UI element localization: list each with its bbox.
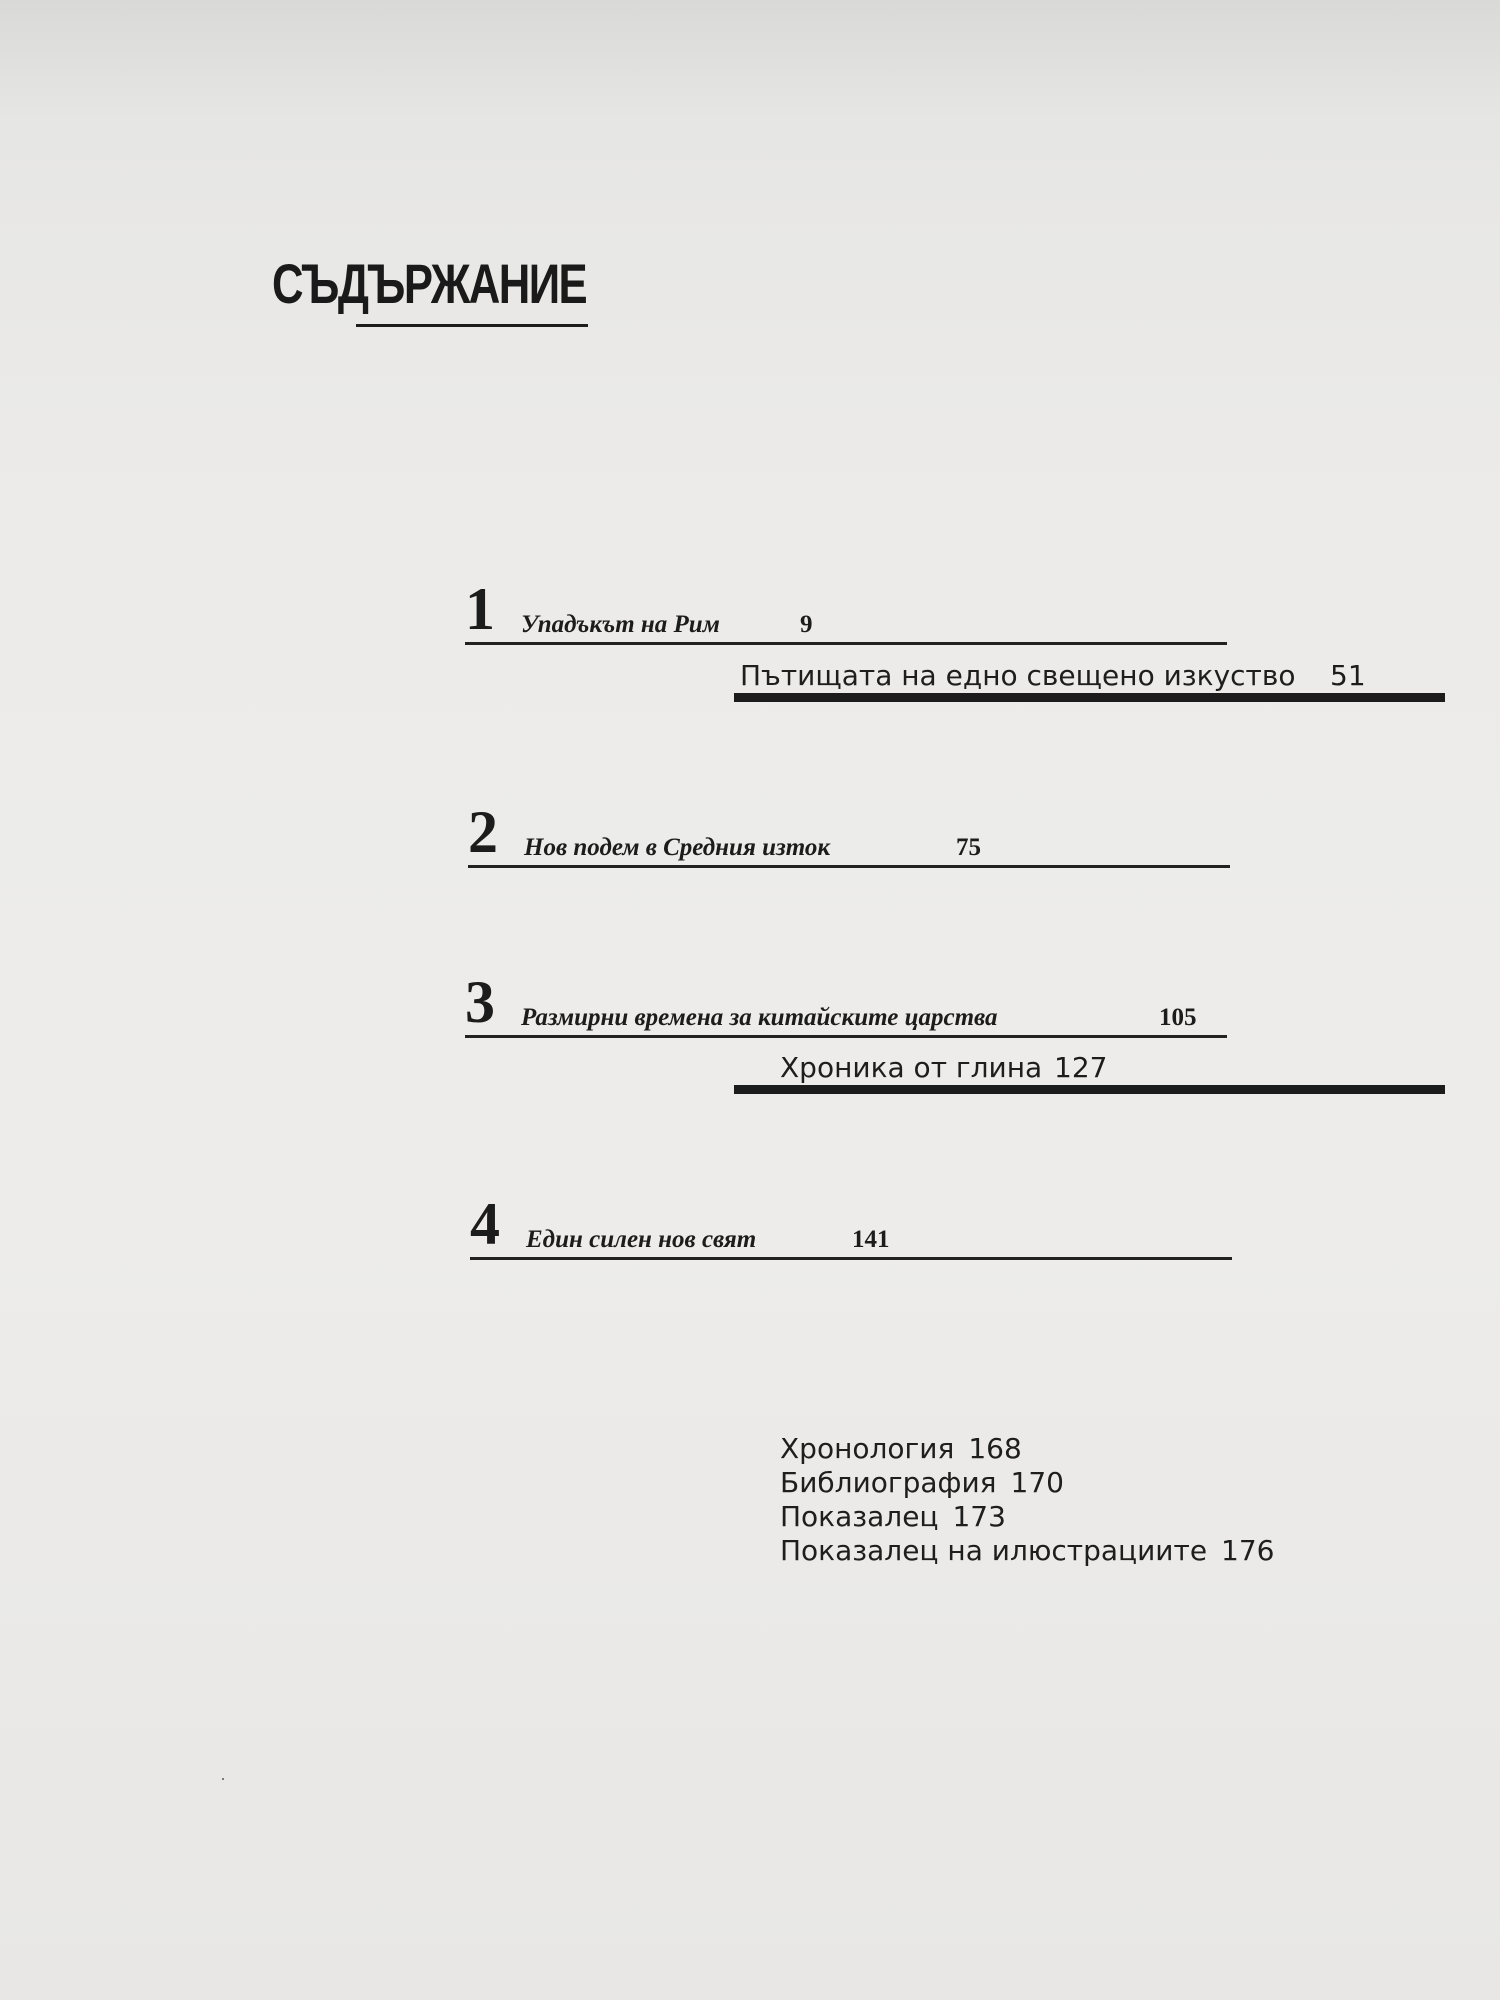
chapter-title: Нов подем в Средния изток xyxy=(524,834,831,861)
section-rule xyxy=(734,1085,1445,1094)
back-matter-item[interactable] xyxy=(780,1500,1275,1534)
chapter-number: 4 xyxy=(470,1191,500,1257)
toc-section-1[interactable] xyxy=(734,652,1445,702)
chapter-number: 3 xyxy=(465,969,495,1035)
chapter-title: Един силен нов свят xyxy=(526,1226,757,1253)
back-matter-title: Показалец на илюстрациите xyxy=(780,1534,1208,1567)
chapter-title: Упадъкът на Рим xyxy=(521,611,720,638)
chapter-number: 2 xyxy=(468,799,498,865)
chapter-page: 105 xyxy=(1159,1004,1197,1031)
back-matter-page: 168 xyxy=(968,1432,1022,1465)
back-matter-list xyxy=(780,1432,1275,1568)
chapter-page: 141 xyxy=(852,1226,890,1253)
chapter-page: 75 xyxy=(956,834,981,861)
section-page: 51 xyxy=(1330,659,1366,692)
section-page: 127 xyxy=(1054,1051,1108,1084)
chapter-title: Размирни времена за китайските царства xyxy=(521,1004,998,1031)
back-matter-title: Библиография xyxy=(780,1466,997,1499)
back-matter-title: Хронология xyxy=(780,1432,955,1465)
back-matter-item[interactable] xyxy=(780,1534,1275,1568)
title-underline xyxy=(356,324,588,327)
chapter-rule xyxy=(468,865,1230,868)
toc-chapter-3[interactable] xyxy=(465,968,1227,1038)
page-title: СЪДЪРЖАНИЕ xyxy=(272,252,587,315)
section-title: Хроника от глина xyxy=(780,1051,1043,1084)
chapter-rule xyxy=(470,1257,1232,1260)
back-matter-title: Показалец xyxy=(780,1500,939,1533)
paper-speck xyxy=(222,1778,224,1780)
chapter-page: 9 xyxy=(800,611,813,638)
toc-section-2[interactable] xyxy=(734,1044,1445,1094)
back-matter-item[interactable] xyxy=(780,1466,1275,1500)
chapter-number: 1 xyxy=(465,576,495,642)
chapter-rule xyxy=(465,1035,1227,1038)
back-matter-page: 173 xyxy=(952,1500,1006,1533)
toc-chapter-4[interactable] xyxy=(470,1190,1232,1260)
chapter-rule xyxy=(465,642,1227,645)
back-matter-item[interactable] xyxy=(780,1432,1275,1466)
back-matter-page: 176 xyxy=(1221,1534,1275,1567)
back-matter-page: 170 xyxy=(1010,1466,1064,1499)
toc-chapter-1[interactable] xyxy=(465,575,1227,645)
toc-chapter-2[interactable] xyxy=(468,798,1230,868)
section-title: Пътищата на едно свещено изкуство xyxy=(740,659,1296,692)
section-rule xyxy=(734,693,1445,702)
